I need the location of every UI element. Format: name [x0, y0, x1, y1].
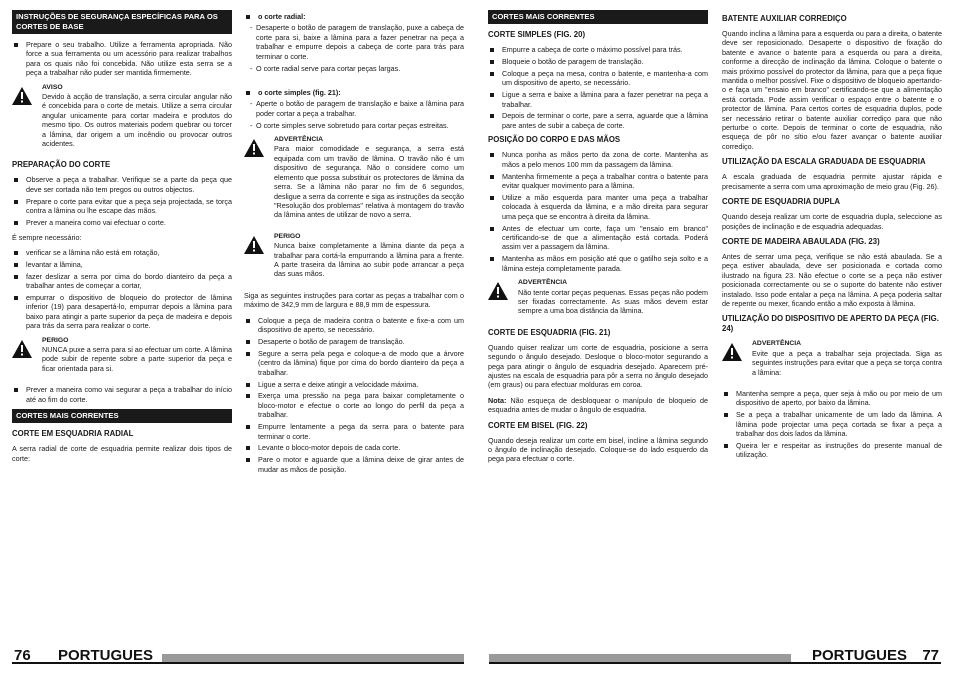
- footer-right: [489, 647, 941, 664]
- list-item: Ligue a serra e deixe atingir a velocidade máxima.: [244, 380, 464, 389]
- list-item: Mantenha firmemente a peça a trabalhar contra o batente para evitar qualquer movimento para a lâmina.: [488, 172, 708, 191]
- text-necessario: É sempre necessário:: [12, 232, 82, 242]
- warning-text: Evite que a peça a trabalhar seja projectada. Siga as seguintes instruções para evitar que a peça se torça contra a lâmina:: [752, 348, 942, 377]
- warning-title: ADVERTÊNCIA: [274, 136, 324, 144]
- list-item: fazer deslizar a serra por cima do bordo dianteiro da peça a trabalhar antes de começar a cortar,: [12, 272, 232, 291]
- list-item: - Aperte o botão de paragem de translação e baixe a lâmina para poder cortar a peça a trabalhar.: [250, 99, 464, 118]
- text-nota: [488, 396, 708, 415]
- page-language: PORTUGUES: [811, 647, 907, 664]
- warning-advertencia: [488, 278, 708, 322]
- list-item: Desaperte o botão de paragem de translação.: [244, 337, 464, 346]
- warning-title: ADVERTÊNCIA: [752, 340, 802, 348]
- list-item: Prever a maneira como vai efectuar o corte.: [12, 218, 232, 227]
- page-language: PORTUGUES: [58, 647, 154, 664]
- warning-triangle-icon: [12, 83, 36, 155]
- list-item: Bloqueie o botão de paragem de translação.: [488, 57, 708, 66]
- footer-left: [12, 647, 464, 664]
- warning-perigo: [244, 232, 464, 285]
- list-item: verificar se a lâmina não está em rotação,: [12, 248, 232, 257]
- heading-aperto: UTILIZAÇÃO DO DISPOSITIVO DE APERTO DA PEÇA (FIG. 24): [722, 314, 939, 334]
- page-number: 76: [14, 647, 31, 664]
- heading-esquadria: CORTE DE ESQUADRIA (FIG. 21): [488, 327, 611, 337]
- list-item: Coloque a peça de madeira contra o batente e fixe-a com um dispositivo de aperto, se necessário.: [244, 316, 464, 335]
- list-item: - O corte simples serve sobretudo para cortar peças estreitas.: [250, 121, 464, 130]
- list-item: Segure a serra pela pega e coloque-a de modo que a árvore (centro da lâmina) fique por cima do bordo dianteiro da peça a trabalhar.: [244, 349, 464, 377]
- subheading-corte-radial: o corte radial:: [244, 12, 464, 21]
- list-item: Utilize a mão esquerda para manter uma peça a trabalhar colocada à esquerda da lâmina, e a mão direita para segurar uma peça que se encontra à direita da lâmina.: [488, 193, 708, 221]
- text-madeira-abaulada: Antes de serrar uma peça, verifique se não está abaulada. Se a peça estiver abaulada, deve ser posicionada e cortada como ilustrado na figura 23. Não efectue o corte se a peça não estiver posicionada correctamente ou se o suporte do batente não estiver instalado. Isso pode entalar a peça na lâmina. A peça poderia saltar de repente ou mexer, ficando então a mão exposta à lâmina.: [722, 251, 942, 308]
- list-item: Antes de efectuar um corte, faça um "ensaio em branco" certificando-se de que a alimentação está cortada. Poderá assim ver a passagem da lâmina.: [488, 224, 708, 252]
- warning-text: Devido à acção de translação, a serra circular angular não é concebida para o corte de metais. Utilize a serra circular angular unicamente para cortar madeira e produtos do mesmo tipo. Os outros materiais podem quebrar ou torcer a lâmina, dar origem a um incêndio ou provocar outros acidentes.: [42, 92, 232, 149]
- section-bar-cortes: CORTES MAIS CORRENTES: [488, 10, 708, 24]
- list-corte-simples: [488, 45, 708, 130]
- warning-title: ADVERTÊNCIA: [518, 279, 568, 287]
- list-item: Mantenha sempre a peça, quer seja à mão ou por meio de um dispositivo de aperto, por baixo da lâmina.: [722, 389, 942, 408]
- warning-advertencia: [722, 339, 942, 383]
- list-item: Mantenha as mãos em posição até que o gatilho seja solto e a lâmina esteja completamente parada.: [488, 254, 708, 273]
- list-corte-simples: [244, 99, 464, 130]
- warning-text: Para maior comodidade e segurança, a serra está equipada com um travão de lâmina. O travão não é um dispositivo de segurança. Não o considere como um elemento que possa substituir os protectores de lâmina da serra. Se a lâmina não parar no fim de 6 segundos, desligue a serra da corrente e siga as instruções da secção "Resolução dos problemas" relativa à montagem do travão da lâmina antes de utilizar de novo a serra.: [274, 144, 464, 220]
- list-item: Empurre lentamente a pega da serra para o batente para terminar o corte.: [244, 422, 464, 441]
- list-passos: [244, 316, 464, 475]
- heading-posicao: POSIÇÃO DO CORPO E DAS MÃOS: [488, 135, 621, 145]
- warning-aviso: [12, 83, 232, 155]
- text-instrucoes: Siga as seguintes instruções para cortar as peças a trabalhar com o máximo de 342,9 mm de largura e 88,9 mm de espessura.: [244, 290, 464, 310]
- warning-triangle-icon: [12, 336, 36, 380]
- list-item: Levante o bloco-motor depois de cada corte.: [244, 443, 464, 452]
- warning-triangle-icon: [244, 135, 268, 226]
- text-esquadria-dupla: Quando deseja realizar um corte de esquadria dupla, seleccione as posições de inclinação e de esquadria adequadas.: [722, 212, 942, 231]
- subheading-corte-simples: o corte simples (fig. 21):: [244, 88, 464, 97]
- list-item: Coloque a peça na mesa, contra o batente, e mantenha-a com um dispositivo de aperto, se necessário.: [488, 69, 708, 88]
- list-necessario: [12, 248, 232, 331]
- warning-triangle-icon: [488, 278, 512, 322]
- heading-escala: UTILIZAÇÃO DA ESCALA GRADUADA DE ESQUADRIA: [722, 157, 926, 167]
- list-item: - Desaperte o botão de paragem de translação, puxe a cabeça de corte para si, baixe a lâmina para a fazer penetrar na peça a trabalhar e empurre depois a cabeça de corte para trás para terminar o corte.: [250, 23, 464, 61]
- list-item: Nunca ponha as mãos perto da zona de corte. Mantenha as mãos a pelo menos 100 mm da passagem da lâmina.: [488, 150, 708, 169]
- list-item: Empurre a cabeça de corte o máximo possível para trás.: [488, 45, 708, 54]
- list-posicao: [488, 150, 708, 273]
- list-item: Queira ler e respeitar as instruções do presente manual de utilização.: [722, 441, 942, 460]
- warning-text: Nunca baixe completamente a lâmina diante da peça a trabalhar para cortá-la empurrando a lâmina para a frente. A parte traseira da lâmina ao subir pode arrancar a peça das suas mãos.: [274, 241, 464, 279]
- column-1: [12, 10, 232, 469]
- list-item: Ligue a serra e baixe a lâmina para a fazer penetrar na peça a trabalhar.: [488, 90, 708, 109]
- text-escala: A escala graduada de esquadria permite ajustar rápida e precisamente a serra com uma aproximação de meio grau (Fig. 26).: [722, 172, 942, 191]
- section-bar-cortes: CORTES MAIS CORRENTES: [12, 409, 232, 423]
- list-item: - O corte radial serve para cortar peças largas.: [250, 64, 464, 73]
- list-safety: [12, 40, 232, 78]
- text-esquadria: Quando quiser realizar um corte de esquadria, posicione a serra segundo o ângulo desejado. Desloque o bloco-motor segurando a pega para atingir o ângulo de esquadria desejado. Aparecem pré-ajustes na escala de esquadria para pôr a serra no ângulo desejado (em graus) ou para efectuar molduras em coroa.: [488, 342, 708, 390]
- heading-madeira-abaulada: CORTE DE MADEIRA ABAULADA (FIG. 23): [722, 236, 880, 246]
- list-prever: [12, 385, 232, 404]
- warning-triangle-icon: [722, 339, 746, 383]
- list-item: Pare o motor e aguarde que a lâmina deixe de girar antes de mudar as mãos de posição.: [244, 455, 464, 474]
- warning-advertencia: [244, 135, 464, 226]
- heading-bisel: CORTE EM BISEL (FIG. 22): [488, 420, 588, 430]
- list-item: Prever a maneira como vai segurar a peça a trabalhar do início até ao fim do corte.: [12, 385, 232, 404]
- warning-text: Não tente cortar peças pequenas. Essas peças não podem ser fixadas correctamente. As suas mãos devem estar sempre a uma boa distância da lâmina.: [518, 287, 708, 316]
- heading-corte-radial: CORTE EM ESQUADRIA RADIAL: [12, 429, 134, 439]
- list-item: Prepare o corte para evitar que a peça seja projectada, se torça contra a lâmina ou lhe escape das mãos.: [12, 197, 232, 216]
- list-item: levantar a lâmina,: [12, 260, 232, 269]
- heading-esquadria-dupla: CORTE DE ESQUADRIA DUPLA: [722, 197, 840, 207]
- list-item: empurrar o dispositivo de bloqueio do protector de lâmina inferior (19) para desapertá-lo, empurrar depois a lâmina para baixo para atingir a parte superior da peça de madeira e depois para trás da serra para realizar o corte.: [12, 293, 232, 331]
- heading-batente: BATENTE AUXILIAR CORREDIÇO: [722, 14, 847, 23]
- list-aperto: [722, 389, 942, 460]
- list-item: Se a peça a trabalhar unicamente de um lado da lâmina. A lâmina pode projectar uma peça cortada se fixar a peça a trabalhar dos dois lados da lâmina.: [722, 410, 942, 438]
- text-batente: Quando inclina a lâmina para a esquerda ou para a direita, o batente deve ser reposicionado. Desaperte o dispositivo de fixação do batente e avance o batente para a esquerda ou para a direita, conforme a direcção de inclinação da lâmina. Coloque o batente o mais próximo possível do protector da lâmina, para que a peça fique mantida o melhor possível. Fixe o dispositivo de bloqueio apertando-o e faça um "ensaio em branco" certificando-se que a alimentação está cortada. Pode assim verificar o espaço entre o batente e o protector de lâmina. Para certos cortes de esquadria duplos, pode ser necessário retirar o batente auxiliar corrediço para que não perturbe o corte. Depois de terminar o corte de esquadria, não esqueça de pôr no sítio e/ou fazer avançar o batente auxiliar corrediço.: [722, 29, 942, 151]
- warning-perigo: [12, 336, 232, 380]
- warning-title: PERIGO: [42, 336, 69, 344]
- list-corte-radial: [244, 23, 464, 73]
- column-2: [244, 10, 464, 479]
- note-text: Não esqueça de desbloquear o manípulo de bloqueio de esquadria antes de mudar o ângulo de esquadria.: [488, 395, 708, 415]
- list-item: Depois de terminar o corte, pare a serra, aguarde que a lâmina pare antes de subir a cabeça de corte.: [488, 111, 708, 130]
- list-item: Observe a peça a trabalhar. Verifique se a parte da peça que deve ser cortada não tem pregos ou outros objectos.: [12, 175, 232, 194]
- list-item: Prepare o seu trabalho. Utilize a ferramenta apropriada. Não force a sua ferramenta ou um acessório para realizar trabalhos para os quais não foi concebida. Não utilize esta serra se a peça a trabalhar não puder ser mantida firmemente.: [12, 40, 232, 78]
- heading-preparacao: PREPARAÇÃO DO CORTE: [12, 160, 111, 170]
- note-label: Nota:: [488, 395, 507, 405]
- warning-triangle-icon: [244, 232, 268, 285]
- warning-title: AVISO: [42, 83, 63, 91]
- warning-text: NUNCA puxe a serra para si ao efectuar um corte. A lâmina pode subir de repente sobre a parte superior da peça e ficar orientada para si.: [42, 345, 232, 373]
- column-4: [722, 10, 942, 465]
- section-bar-safety: INSTRUÇÕES DE SEGURANÇA ESPECÍFICAS PARA OS CORTES DE BASE: [12, 10, 232, 34]
- page-number: 77: [922, 647, 939, 664]
- list-preparacao: [12, 175, 232, 227]
- heading-corte-simples: CORTE SIMPLES (FIG. 20): [488, 30, 586, 39]
- column-3: [488, 10, 708, 470]
- list-item: Exerça uma pressão na pega para baixar completamente o bloco-motor e efectue o corte ao longo do perfil da peça a trabalhar.: [244, 391, 464, 419]
- text-bisel: Quando deseja realizar um corte em bisel, incline a lâmina segundo o ângulo de inclinação desejado. Coloque-se do lado esquerdo da pega para efectuar o corte.: [488, 435, 708, 464]
- warning-title: PERIGO: [274, 232, 301, 240]
- text-radial: A serra radial de corte de esquadria permite realizar dois tipos de corte:: [12, 444, 232, 463]
